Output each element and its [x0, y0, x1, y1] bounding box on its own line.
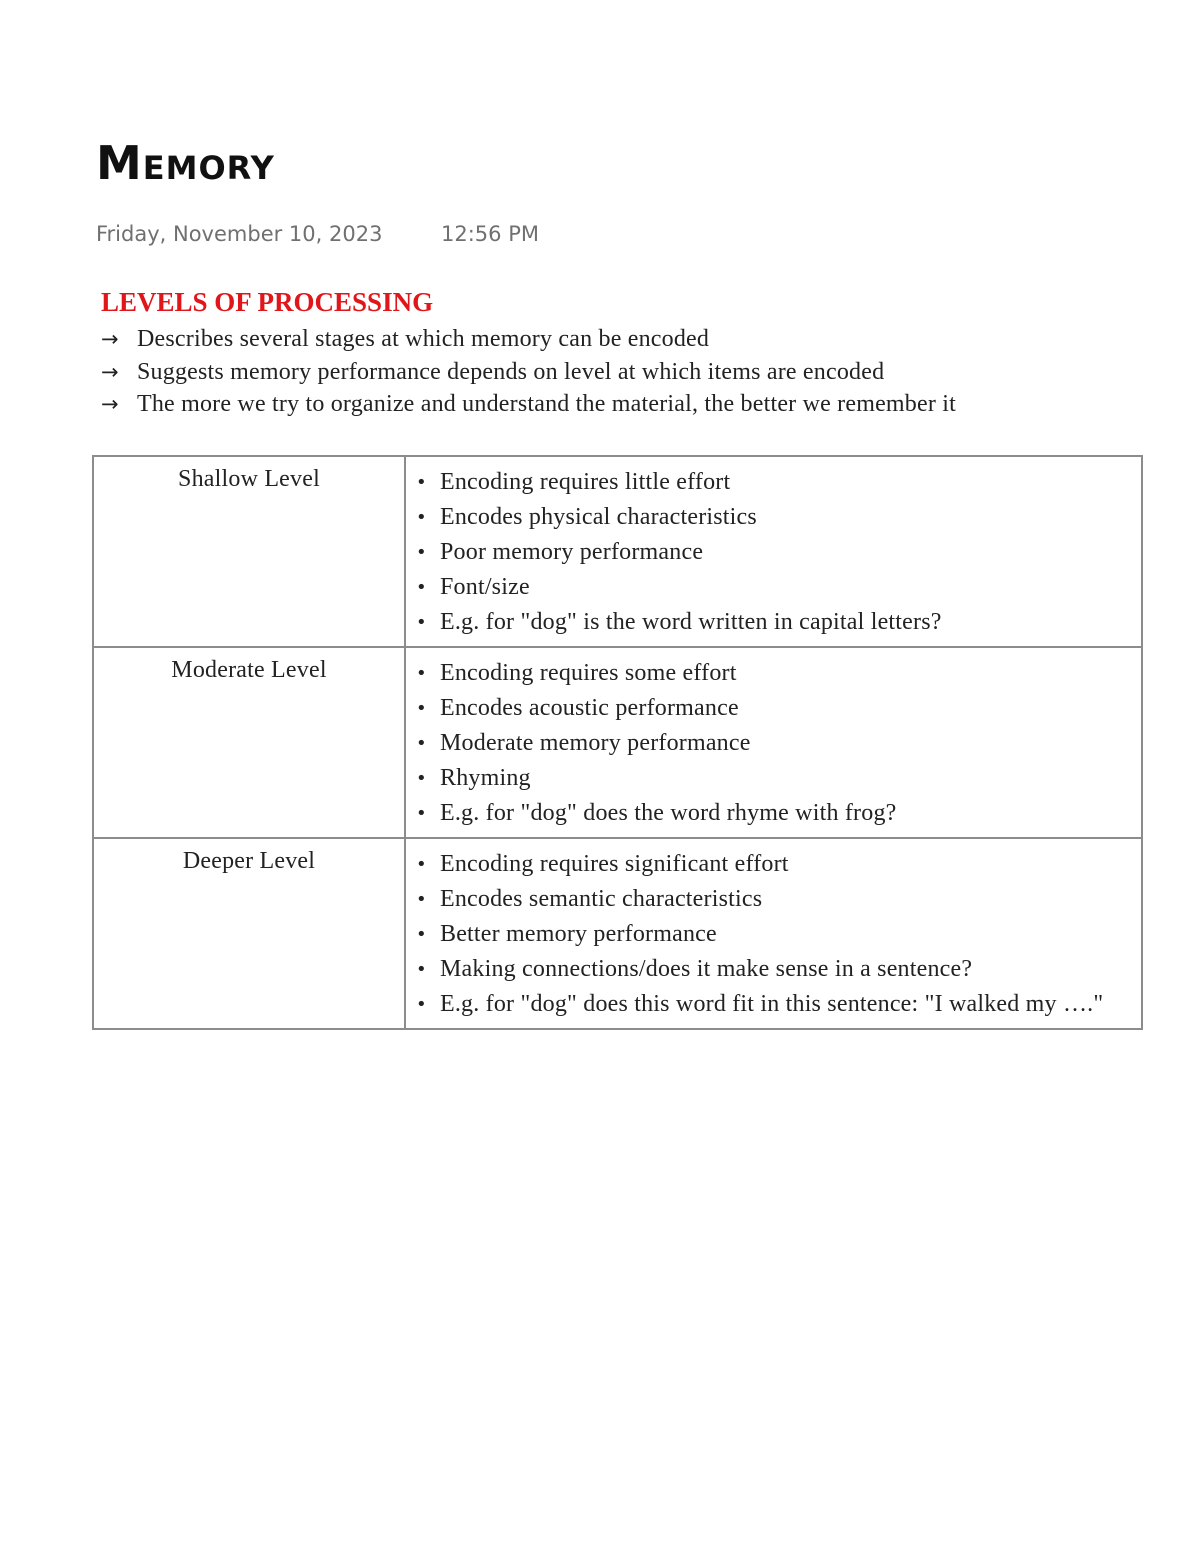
list-item-text: Encoding requires some effort: [440, 660, 737, 686]
list-item-text: Encoding requires significant effort: [440, 851, 789, 877]
table-row-deeper: [93, 838, 1142, 1029]
list-item: [416, 763, 1121, 794]
arrow-right-icon: →: [101, 359, 119, 384]
page-date: Friday, November 10, 2023: [96, 222, 383, 246]
bullet-icon: •: [416, 577, 427, 598]
bullet-icon: •: [416, 924, 427, 945]
list-item: [416, 693, 1121, 724]
page-title: Memory: [96, 136, 275, 190]
list-item: [416, 798, 1121, 829]
level-name-cell: Moderate Level: [93, 647, 405, 838]
list-item-text: Encodes semantic characteristics: [440, 886, 763, 912]
list-item: [416, 537, 1121, 568]
bullet-list: [416, 467, 1121, 638]
bullet-icon: •: [416, 768, 427, 789]
level-name-cell: Shallow Level: [93, 456, 405, 647]
list-item: [416, 989, 1121, 1020]
intro-list: [101, 323, 956, 421]
bullet-icon: •: [416, 733, 427, 754]
list-item: [416, 884, 1121, 915]
list-item: [416, 919, 1121, 950]
section-heading: LEVELS OF PROCESSING: [101, 287, 434, 317]
arrow-right-icon: →: [101, 392, 119, 416]
list-item-text: Encodes physical characteristics: [440, 504, 757, 530]
level-points-cell: [405, 647, 1142, 838]
bullet-list: [416, 658, 1121, 829]
bullet-icon: •: [416, 698, 427, 719]
list-item: [416, 467, 1121, 498]
list-item-text: Better memory performance: [440, 921, 717, 947]
intro-point-text: The more we try to organize and understand the material, the better we remember it: [137, 391, 956, 417]
arrow-right-icon: →: [101, 327, 119, 351]
list-item-text: E.g. for "dog" does this word fit in this sentence: "I walked my ….": [440, 991, 1104, 1017]
intro-point-text: Suggests memory performance depends on level at which items are encoded: [137, 358, 885, 385]
list-item-text: Moderate memory performance: [440, 730, 751, 756]
level-points-cell: [405, 456, 1142, 647]
intro-point: [101, 356, 956, 389]
levels-table: [92, 455, 1143, 1030]
list-item: [416, 658, 1121, 689]
bullet-icon: •: [416, 803, 427, 824]
list-item-text: E.g. for "dog" does the word rhyme with frog?: [440, 800, 897, 826]
bullet-icon: •: [416, 612, 427, 633]
page-metadata: [96, 222, 539, 246]
list-item-text: E.g. for "dog" is the word written in capital letters?: [440, 609, 942, 635]
list-item: [416, 728, 1121, 759]
list-item: [416, 849, 1121, 880]
list-item: [416, 572, 1121, 603]
list-item: [416, 502, 1121, 533]
list-item-text: Font/size: [440, 574, 530, 600]
list-item: [416, 607, 1121, 638]
bullet-icon: •: [416, 854, 427, 875]
intro-point: [101, 323, 956, 356]
table-row-shallow: [93, 456, 1142, 647]
list-item-text: Making connections/does it make sense in a sentence?: [440, 956, 973, 982]
bullet-icon: •: [416, 472, 427, 493]
list-item-text: Rhyming: [440, 765, 531, 791]
level-points-cell: [405, 838, 1142, 1029]
table-row-moderate: [93, 647, 1142, 838]
bullet-icon: •: [416, 507, 427, 528]
page-time: 12:56 PM: [441, 222, 539, 246]
bullet-icon: •: [416, 542, 427, 563]
bullet-icon: •: [416, 994, 427, 1015]
intro-point-text: Describes several stages at which memory can be encoded: [137, 326, 710, 352]
intro-point: [101, 388, 956, 421]
list-item-text: Poor memory performance: [440, 539, 704, 565]
list-item-text: Encodes acoustic performance: [440, 695, 739, 721]
bullet-icon: •: [416, 663, 427, 684]
list-item-text: Encoding requires little effort: [440, 469, 731, 495]
bullet-list: [416, 849, 1121, 1020]
list-item: [416, 954, 1121, 985]
level-name-cell: Deeper Level: [93, 838, 405, 1029]
bullet-icon: •: [416, 889, 427, 910]
bullet-icon: •: [416, 959, 427, 980]
